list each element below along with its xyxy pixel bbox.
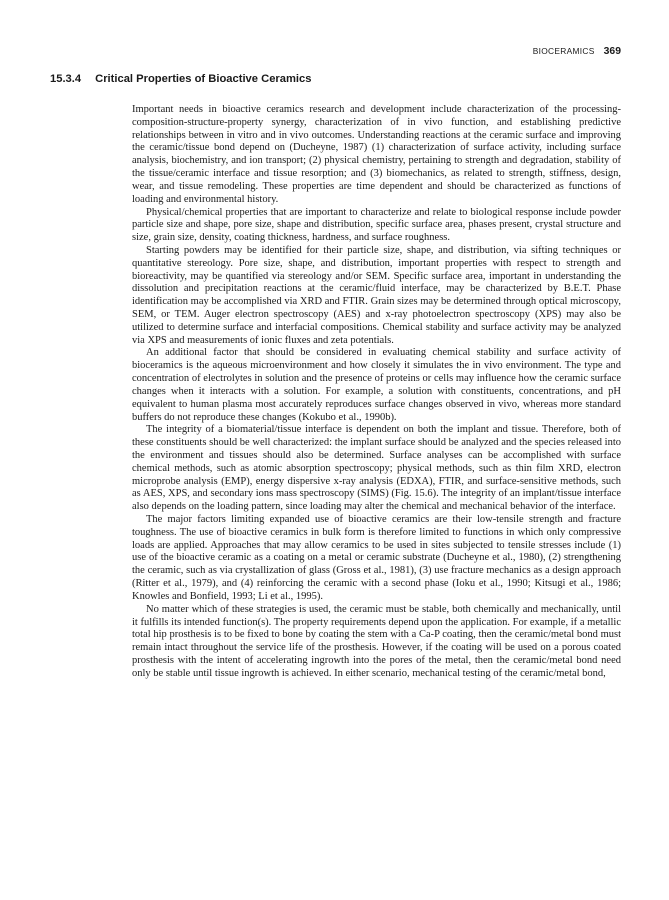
section-title: Critical Properties of Bioactive Ceramics	[95, 73, 312, 85]
paragraph: Starting powders may be identified for their particle size, shape, and distribution, via sifting techniques or quantitative stereology. Pore size, shape, and distribution, important properties with respect to strength and bioreactivity, may be quantified via stereology and/or SEM. Specific surface area, important in understanding the dissolution and precipitation reactions at the ceramic/fluid interface, may be characterized by B.E.T. Phase identification may be accomplished via XRD and FTIR. Grain sizes may be determined through optical microscopy, SEM, or TEM. Auger electron spectroscopy (AES) and x-ray photoelectron spectroscopy (XPS) may also be utilized to determine surface and interfacial compositions. Chemical stability and surface activity may be analyzed via XPS and measurements of ionic fluxes and zeta potentials.	[132, 244, 621, 346]
paragraph: An additional factor that should be considered in evaluating chemical stability and surface activity of bioceramics is the aqueous microenvironment and how closely it simulates the in vivo environment. The type and concentration of electrolytes in solution and the presence of proteins or cells may influence how the ceramic surface changes when it interacts with a solution. For example, a solution with constituents, concentrations, and pH equivalent to human plasma most accurately reproduces surface changes observed in vivo, whereas more standard buffers do not reproduce these changes (Kokubo et al., 1990b).	[132, 347, 621, 423]
body-text	[132, 104, 621, 681]
paragraph: The major factors limiting expanded use of bioactive ceramics are their low-tensile strength and fracture toughness. The use of bioactive ceramics in bulk form is therefore limited to functions in which only compressive loads are applied. Approaches that may allow ceramics to be used in sites subjected to tensile stresses include (1) use of the bioactive ceramic as a coating on a metal or ceramic substrate (Ducheyne et al., 1980), (2) strengthening the ceramic, such as via crystallization of glass (Gross et al., 1981), (3) use fracture mechanics as a design approach (Ritter et al., 1979), and (4) reinforcing the ceramic with a second phase (Ioku et al., 1990; Kitsugi et al., 1986; Knowles and Bonfield, 1993; Li et al., 1995).	[132, 514, 621, 602]
page-number: 369	[603, 46, 621, 57]
running-head	[533, 46, 621, 57]
section-heading	[50, 73, 312, 85]
paragraph: Important needs in bioactive ceramics research and development include characterization of the processing-composition-structure-property synergy, characterization of in vivo function, and establishing predictive relationships between in vitro and in vivo outcomes. Understanding reactions at the ceramic surface and improving the ceramic/tissue bond depend on (Ducheyne, 1987) (1) characterization of surface activity, including surface analysis, biochemistry, and ion transport; (2) physical chemistry, pertaining to strength and degradation, stability of the tissue/ceramic interface and tissue resorption; and (3) biomechanics, as related to strength, stiffness, design, wear, and tissue remodeling. These properties are time dependent and should be characterized as functions of loading and environmental history.	[132, 104, 621, 205]
paragraph: Physical/chemical properties that are important to characterize and relate to biological response include powder particle size and shape, pore size, shape and distribution, specific surface area, phases present, crystal structure and size, grain size, density, coating thickness, hardness, and surface roughness.	[132, 206, 621, 244]
running-title: BIOCERAMICS	[532, 46, 595, 56]
section-number: 15.3.4	[50, 73, 82, 85]
paragraph: No matter which of these strategies is used, the ceramic must be stable, both chemically and mechanically, until it fulfills its intended function(s). The property requirements depend upon the application. For example, if a metallic total hip prosthesis is to be fixed to bone by coating the stem with a Ca-P coating, then the ceramic/metal bond must remain intact throughout the service life of the prosthesis. However, if the coating will be used on a porous coated prosthesis with the intent of accelerating ingrowth into the pores of the metal, then the ceramic/metal bond need only be stable until tissue ingrowth is achieved. In either scenario, mechanical testing of the ceramic/metal bond,	[132, 603, 621, 679]
paragraph: The integrity of a biomaterial/tissue interface is dependent on both the implant and tissue. Therefore, both of these constituents should be well characterized: the implant surface should be analyzed and the species released into the environment and tissues should also be determined. Surface analyses can be accomplished with surface chemical methods, such as atomic absorption spectroscopy; physical methods, such as thin film XRD, electron microprobe analysis (EMP), energy dispersive x-ray analysis (EDXA), FTIR, and surface-sensitive methods, such as AES, XPS, and secondary ions mass spectroscopy (SIMS) (Fig. 15.6). The integrity of an implant/tissue interface also depends on the loading pattern, since loading may alter the chemical and mechanical behavior of the interface.	[132, 424, 621, 513]
